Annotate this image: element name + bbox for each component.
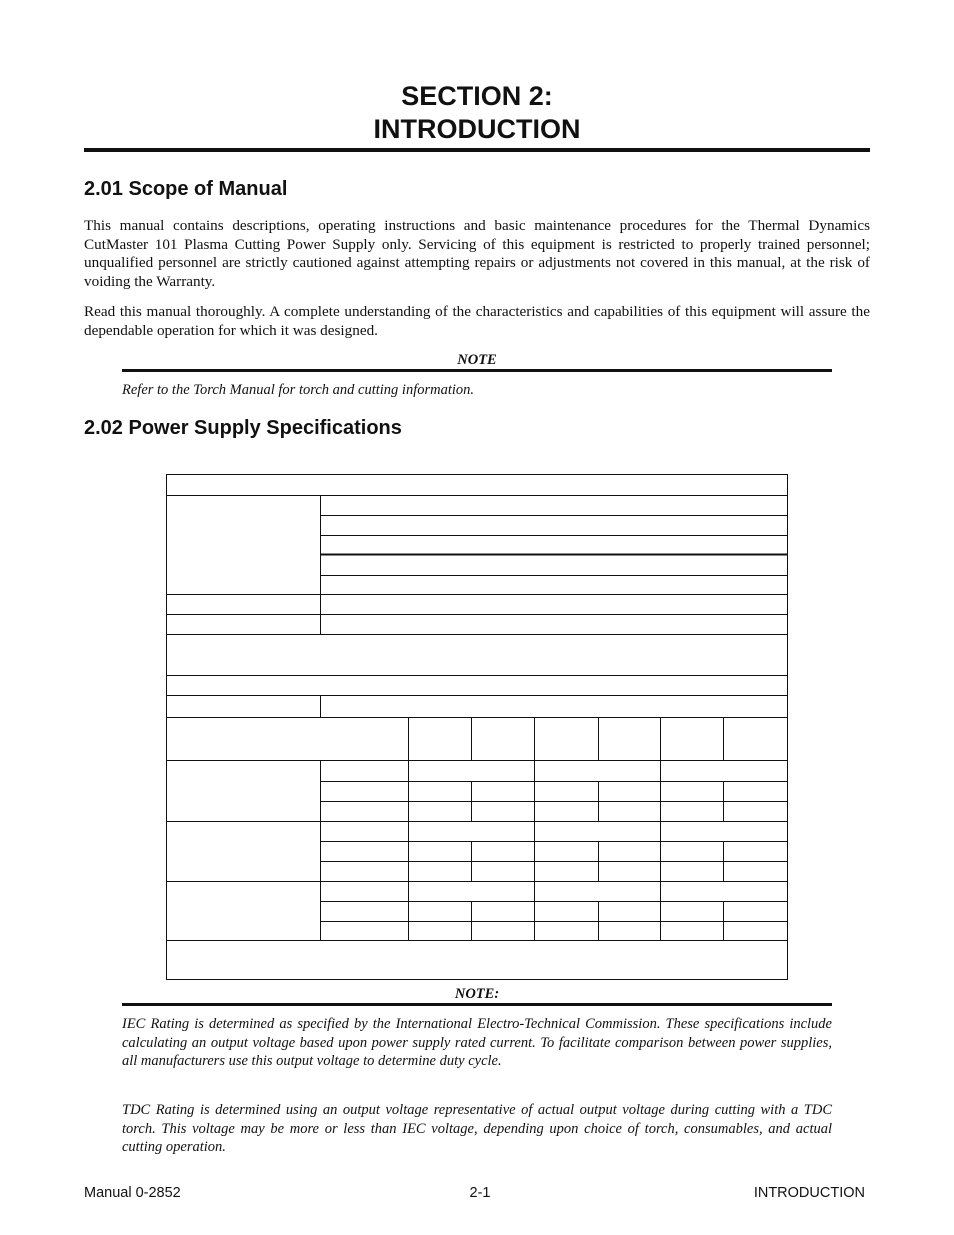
scope-paragraph-2: Read this manual thoroughly. A complete understanding of the characteristics and capabilities of this equipment will assure the dependable operation for which it was designed. (84, 303, 870, 339)
table-border (167, 475, 788, 980)
note-text: Refer to the Torch Manual for torch and cutting information. (122, 382, 475, 398)
iec-rating-note: IEC Rating is determined as specified by the International Electro-Technical Commission. These specifications include calculating an output voltage based upon power supply rated current. To facilitate comparison between power supplies, all manufacturers use this output voltage to determine duty cycle. (122, 1016, 832, 1070)
tdc-rating-note: TDC Rating is determined using an output voltage representative of actual output voltage during cutting with a TDC torch. This voltage may be more or less than IEC voltage, depending upon choice of torch, consumables, and actual cutting operation. (122, 1102, 832, 1156)
note-label: NOTE (457, 352, 497, 368)
page-title (84, 80, 870, 146)
section-heading-scope: 2.01 Scope of Manual (84, 178, 288, 200)
specifications-note-divider (122, 1003, 832, 1006)
specifications-table (166, 474, 788, 980)
page-title-line-1: SECTION 2: (401, 81, 553, 111)
page-title-line-2: INTRODUCTION (373, 114, 581, 144)
footer-section-name: INTRODUCTION (753, 1185, 865, 1201)
note-divider (122, 369, 832, 372)
footer-page-number: 2-1 (469, 1185, 491, 1201)
title-divider (84, 148, 870, 152)
footer-manual-number: Manual 0-2852 (84, 1185, 181, 1201)
specifications-note-label: NOTE: (454, 986, 500, 1002)
scope-paragraph-1: This manual contains descriptions, operating instructions and basic maintenance procedures for the Thermal Dynamics CutMaster 101 Plasma Cutting Power Supply only. Servicing of this equipment is restricted to properly trained personnel; unqualified personnel are strictly cautioned against attempting repairs or adjustments not covered in this manual, at the risk of voiding the Warranty. (84, 217, 870, 290)
table-horizontal-lines (166, 496, 788, 941)
section-heading-specifications: 2.02 Power Supply Specifications (84, 417, 402, 439)
